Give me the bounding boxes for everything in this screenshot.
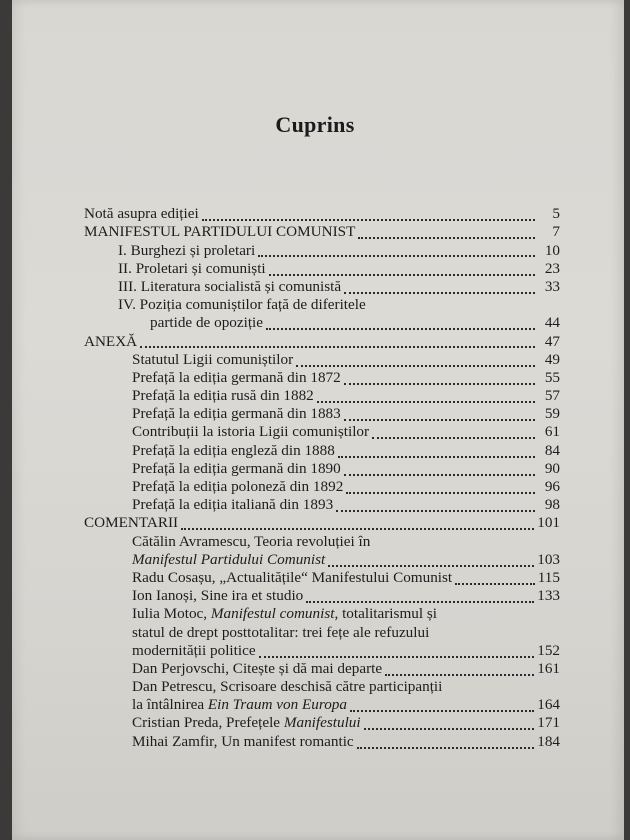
toc-entry-label: Ion Ianoși, Sine ira et studio [132,587,304,605]
toc-entry-page-number: 133 [537,587,560,605]
dot-leader [181,522,534,530]
toc-entry-page-number: 101 [537,514,560,532]
toc-entry [84,642,560,660]
toc-entry [84,569,560,587]
toc-entry-label: Dan Petrescu, Scrisoare deschisă către participanții [132,678,443,696]
dot-leader [364,722,535,730]
toc-entry-label: statul de drept posttotalitar: trei fețe ale refuzului [132,623,430,641]
toc-entry [84,514,560,532]
toc-entry-label: MANIFESTUL PARTIDULUI COMUNIST [84,223,356,241]
toc-entry-page-number: 103 [537,550,560,568]
toc-entry [84,532,560,550]
toc-entry [84,241,560,259]
toc-entry [84,278,560,296]
toc-entry-label: Statutul Ligii comuniștilor [132,350,294,368]
dot-leader [372,431,535,439]
dot-leader [344,468,535,476]
toc-entry-label: II. Proletari și comuniști [118,259,266,277]
toc-entry [84,423,560,441]
toc-entry [84,314,560,332]
toc-entry-page-number: 96 [544,478,560,495]
toc-entry-label: Mihai Zamfir, Un manifest romantic [132,732,354,750]
toc-entry-label: Prefață la ediția engleză din 1888 [132,441,335,459]
toc-entry [84,660,560,678]
toc-entry-label: Cristian Preda, Prefețele Manifestului [132,714,361,732]
toc-entry [84,623,560,641]
dot-leader [350,704,534,712]
toc-entry [84,369,560,387]
toc-entry [84,478,560,496]
toc-entry-label: modernității politice [132,641,256,659]
toc-entry-page-number: 55 [544,368,560,386]
dot-leader [385,668,534,676]
dot-leader [357,741,535,749]
page-title: Cuprins [275,112,355,137]
toc-entry [84,332,560,350]
toc-entry-label: COMENTARII [84,514,179,532]
toc-entry-page-number: 10 [544,241,560,259]
toc-entry [84,260,560,278]
dot-leader [259,650,535,658]
toc-entry [84,205,560,223]
toc-entry-page-number: 84 [544,441,560,459]
toc-entry-page-number: 184 [537,732,560,750]
toc-entry [84,605,560,623]
toc-entry-label: Radu Cosașu, „Actualitățile“ Manifestului Comunist [132,568,453,586]
toc-entry [84,678,560,696]
toc-entry [84,405,560,423]
dot-leader [344,286,535,294]
toc-entry-label: Iulia Motoc, Manifestul comunist, totalitarismul și [132,605,437,623]
toc-entry-label: Dan Perjovschi, Citește și dă mai departe [132,659,383,677]
toc-entry-label: Prefață la ediția rusă din 1882 [132,387,314,405]
dot-leader [338,450,535,458]
dot-leader [344,413,535,421]
toc-entry-page-number: 23 [544,259,560,277]
dot-leader [306,595,534,603]
toc-entry-page-number: 49 [544,350,560,368]
dot-leader [266,322,535,330]
toc-entry-page-number: 61 [544,423,560,441]
toc-entry [84,732,560,750]
toc-entry-page-number: 44 [544,314,560,332]
dot-leader [344,377,535,385]
dot-leader [269,268,535,276]
toc-entry-page-number: 57 [544,387,560,405]
toc-entry-label: I. Burghezi și proletari [118,241,256,259]
toc-entry-label: partide de opoziție [150,314,264,332]
toc-entry-page-number: 7 [552,223,560,241]
dot-leader [296,359,535,367]
toc-entry-label: ANEXĂ [84,332,138,350]
toc-entry-label: Cătălin Avramescu, Teoria revoluției în [132,532,371,550]
toc-entry-page-number: 115 [537,568,560,586]
toc-entry [84,223,560,241]
toc-entry [84,296,560,314]
toc-entry-label: Notă asupra ediției [84,205,199,223]
toc-entry [84,351,560,369]
toc-entry-page-number: 98 [544,496,560,514]
dot-leader [336,504,535,512]
toc-entry-label: Prefață la ediția germană din 1872 [132,368,341,386]
toc-entry-label: Prefață la ediția germană din 1890 [132,459,341,477]
toc-entry-page-number: 33 [544,277,560,295]
toc-entry-label: IV. Poziția comuniștilor față de diferitele [118,296,366,314]
toc-entry-label: Prefață la ediția poloneză din 1892 [132,478,344,495]
dot-leader [140,340,535,348]
dot-leader [346,486,535,494]
toc-entry-label: Contribuții la istoria Ligii comuniștilor [132,423,370,441]
toc-entry-page-number: 161 [537,659,560,677]
toc-entry-label: III. Literatura socialistă și comunistă [118,277,342,295]
toc-entry [84,496,560,514]
toc-entry-page-number: 152 [537,641,560,659]
toc-entry [84,551,560,569]
toc-entry-page-number: 90 [544,459,560,477]
toc-entry-page-number: 171 [537,714,560,732]
dot-leader [202,213,535,221]
toc-entry-page-number: 164 [537,696,560,714]
table-of-contents [84,205,560,751]
dot-leader [455,577,535,585]
toc-entry [84,441,560,459]
toc-entry [84,460,560,478]
toc-entry-label: la întâlnirea Ein Traum von Europa [132,696,347,714]
toc-entry-page-number: 59 [544,405,560,423]
toc-entry-label: Prefață la ediția germană din 1883 [132,405,341,423]
toc-entry [84,714,560,732]
toc-entry-label: Manifestul Partidului Comunist [132,550,326,568]
toc-entry-label: Prefață la ediția italiană din 1893 [132,496,334,514]
dot-leader [258,249,535,257]
toc-entry [84,587,560,605]
toc-entry [84,696,560,714]
dot-leader [328,559,534,567]
toc-entry-page-number: 47 [544,332,560,350]
toc-entry [84,387,560,405]
dot-leader [317,395,535,403]
toc-entry-page-number: 5 [552,205,560,223]
dot-leader [358,231,535,239]
